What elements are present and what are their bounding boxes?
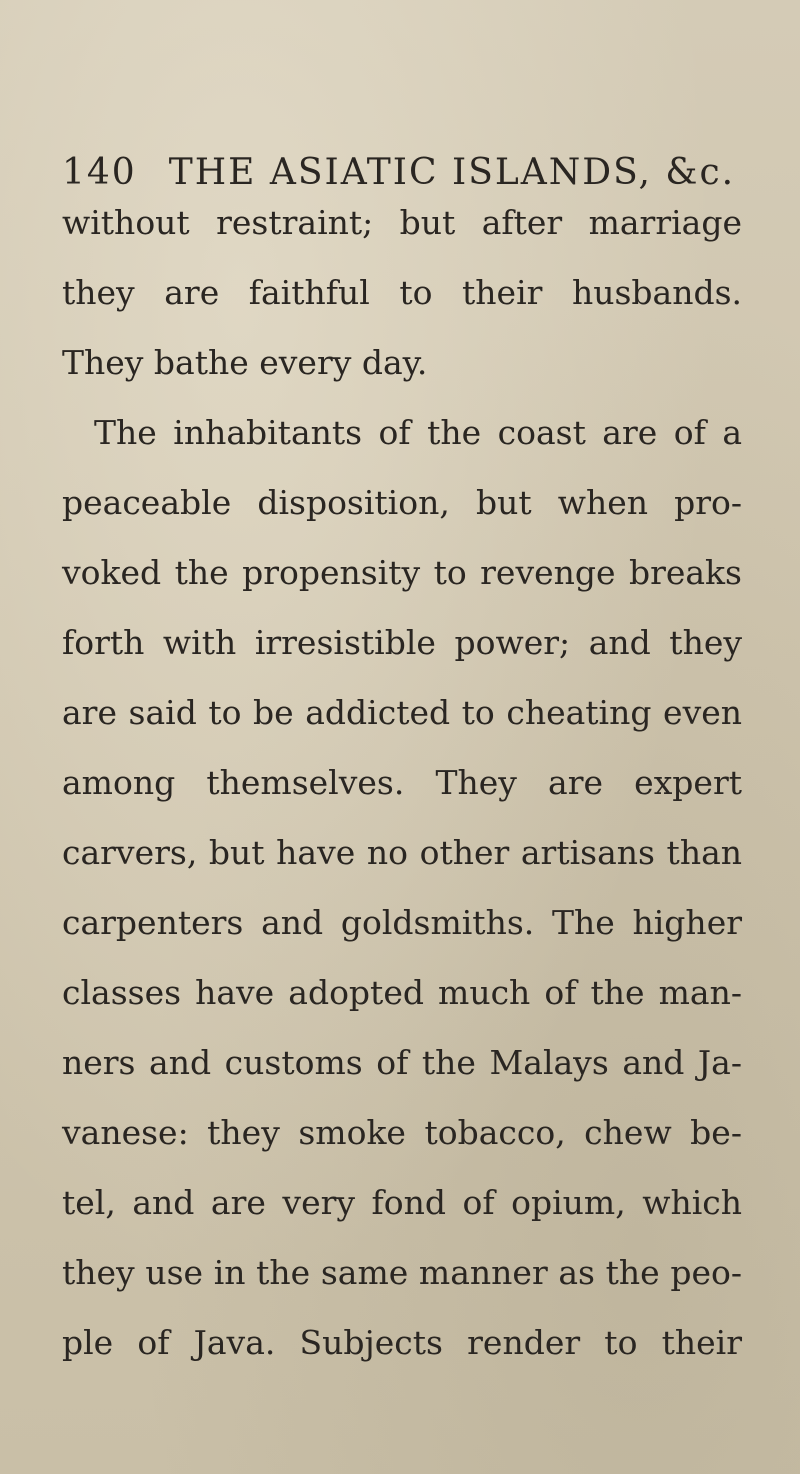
page-number: 140 xyxy=(62,152,137,193)
text-line: ple of Java. Subjects render to their xyxy=(62,1323,742,1362)
text-line: tel, and are very fond of opium, which xyxy=(62,1183,742,1222)
text-line: classes have adopted much of the man- xyxy=(62,973,742,1012)
text-line: vanese: they smoke tobacco, chew be- xyxy=(62,1113,742,1152)
text-line: carpenters and goldsmiths. The higher xyxy=(62,903,742,942)
page-header xyxy=(62,152,742,193)
text-line: they are faithful to their husbands. xyxy=(62,273,742,312)
text-line: voked the propensity to revenge breaks xyxy=(62,553,742,592)
text-line: without restraint; but after marriage xyxy=(62,203,742,242)
text-line: among themselves. They are expert xyxy=(62,763,742,802)
text-line: are said to be addicted to cheating even xyxy=(62,693,742,732)
text-line: The inhabitants of the coast are of a xyxy=(94,413,742,452)
text-line: they use in the same manner as the peo- xyxy=(62,1253,742,1292)
body-text xyxy=(62,188,742,1378)
running-title: THE ASIATIC ISLANDS, &c. xyxy=(168,152,736,193)
text-line: They bathe every day. xyxy=(62,343,428,382)
text-line: carvers, but have no other artisans than xyxy=(62,833,742,872)
text-line: ners and customs of the Malays and Ja- xyxy=(62,1043,742,1082)
text-line: peaceable disposition, but when pro- xyxy=(62,483,742,522)
text-line: forth with irresistible power; and they xyxy=(62,623,742,662)
